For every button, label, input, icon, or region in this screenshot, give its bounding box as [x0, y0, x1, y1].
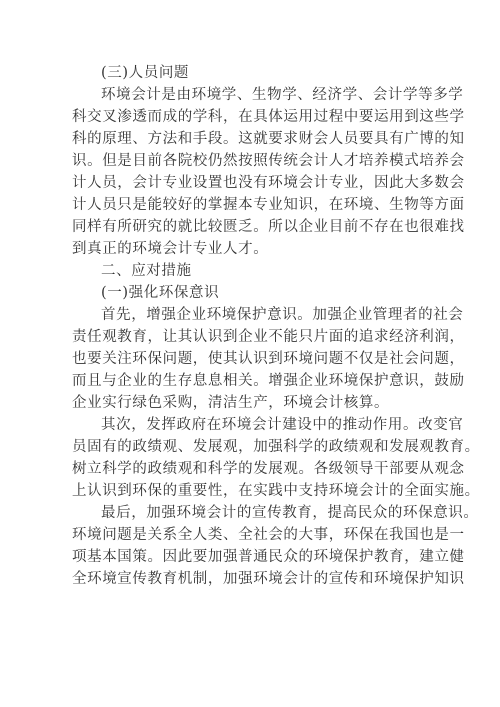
heading-countermeasures [72, 260, 432, 282]
text-line: 全环境宣传教育机制，加强环境会计的宣传和环境保护知识 [72, 571, 465, 587]
text-line: 企业实行绿色采购，清洁生产，环境会计核算。 [72, 395, 390, 411]
text-line: 上认识到环保的重要性，在实践中支持环境会计的全面实施。 [72, 483, 480, 499]
text-line: 项基本国策。因此要加强普通民众的环境保护教育，建立健 [72, 549, 465, 565]
text-line: 科交叉渗透而成的学科，在具体运用过程中要运用到这些学 [72, 109, 465, 125]
paragraph-first [72, 304, 465, 414]
text-line: 到真正的环境会计专业人才。 [72, 241, 269, 257]
paragraph-second [72, 414, 480, 502]
text-line: 也要关注环保问题，使其认识到环境问题不仅是社会问题， [72, 351, 465, 367]
paragraph-last [72, 502, 479, 590]
text-line: 计人员，会计专业设置也没有环境会计专业，因此大多数会 [72, 175, 465, 191]
text-line: 计人员只是能较好的掌握本专业知识，在环境、生物等方面 [72, 197, 465, 213]
text-line: 而且与企业的生存息息相关。增强企业环境保护意识，鼓励 [72, 373, 465, 389]
text-line: 科的原理、方法和手段。这就要求财会人员要具有广博的知 [72, 131, 465, 147]
text-line: (三)人员问题 [101, 65, 190, 81]
text-line: 首先，增强企业环境保护意识。加强企业管理者的社会 [101, 307, 464, 323]
text-line: 树立科学的政绩观和科学的发展观。各级领导干部要从观念 [72, 461, 465, 477]
heading-personnel-issues [72, 62, 432, 84]
text-line: 环境会计是由环境学、生物学、经济学、会计学等多学 [101, 87, 464, 103]
text-line: 环境问题是关系全人类、全社会的大事，环保在我国也是一 [72, 527, 465, 543]
document-page [72, 62, 480, 590]
text-line: 责任观教育，让其认识到企业不能只片面的追求经济利润， [72, 329, 465, 345]
text-line: 最后，加强环境会计的宣传教育，提高民众的环保意识。 [101, 505, 479, 521]
text-line: 二、应对措施 [101, 263, 192, 279]
heading-environmental-awareness [72, 282, 432, 304]
text-line: 其次，发挥政府在环境会计建设中的推动作用。改变官 [101, 417, 464, 433]
text-line: 同样有所研究的就比较匮乏。所以企业目前不存在也很难找 [72, 219, 465, 235]
text-line: (一)强化环保意识 [101, 285, 220, 301]
text-line: 员固有的政绩观、发展观，加强科学的政绩观和发展观教育。 [72, 439, 480, 455]
text-line: 识。但是目前各院校仍然按照传统会计人才培养模式培养会 [72, 153, 465, 169]
paragraph-personnel [72, 84, 465, 260]
